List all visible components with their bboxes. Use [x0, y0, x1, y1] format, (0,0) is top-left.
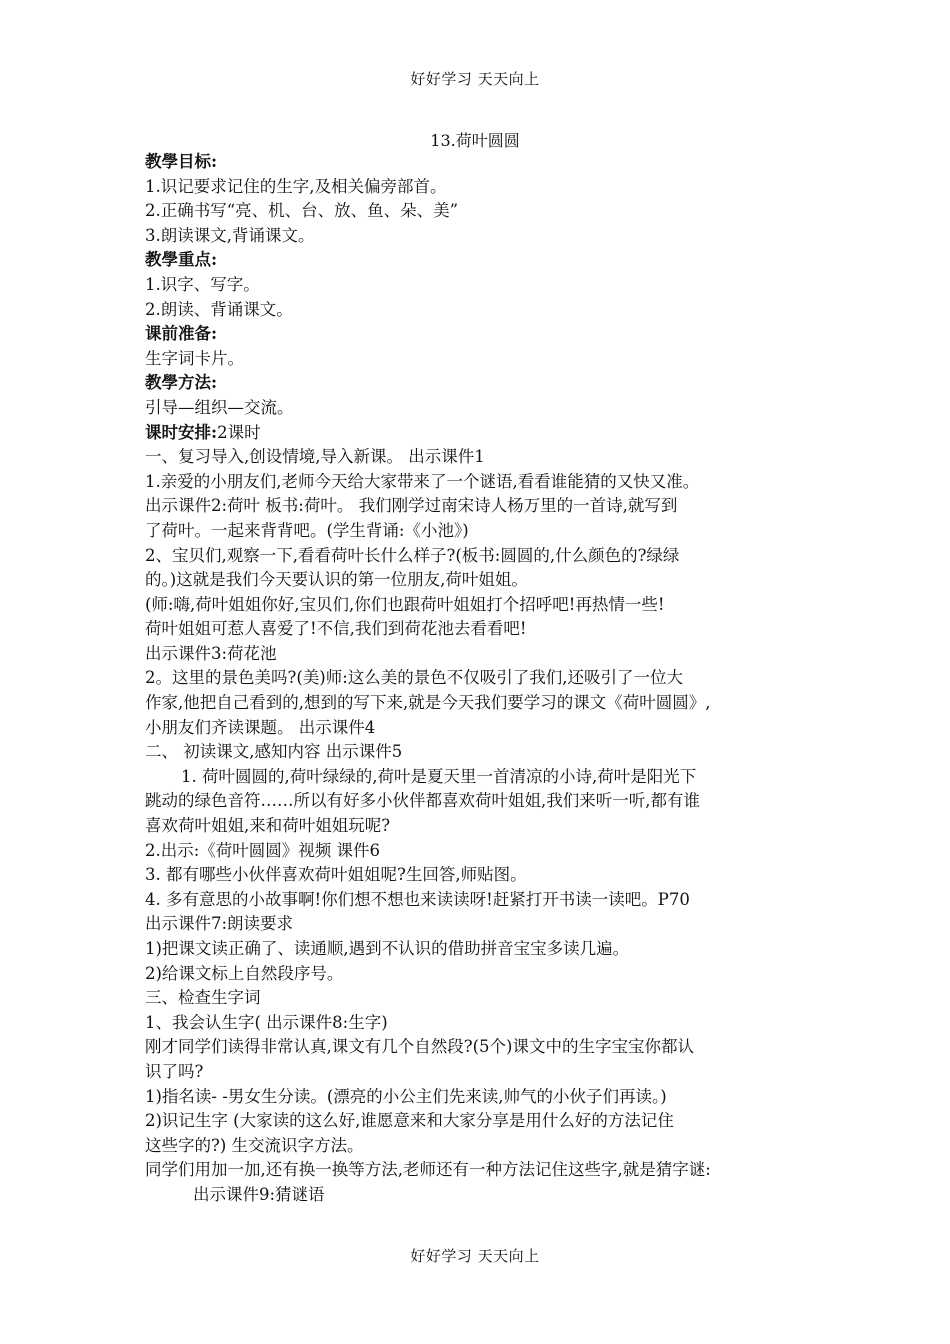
paragraph-line: 2。这里的景色美吗?(美)师:这么美的景色不仅吸引了我们,还吸引了一位大: [145, 668, 684, 688]
paragraph-line: 荷叶姐姐可惹人喜爱了!不信,我们到荷花池去看看吧!: [145, 619, 527, 639]
section-heading-label: 课时安排:: [145, 422, 218, 442]
section-heading: [145, 322, 815, 347]
paragraph-line: 2.正确书写“亮、机、台、放、鱼、朵、美”: [145, 201, 459, 221]
paragraph-line: 4. 多有意思的小故事啊!你们想不想也来读读呀!赶紧打开书读一读吧。P70: [145, 889, 690, 909]
paragraph-line: 喜欢荷叶姐姐,来和荷叶姐姐玩呢?: [145, 816, 391, 836]
paragraph-line: 一、复习导入,创设情境,导入新课。 出示课件1: [145, 447, 485, 467]
paragraph-line: 识了吗?: [145, 1061, 204, 1081]
section-heading: [145, 150, 815, 175]
section-heading: [145, 371, 815, 396]
page-header: 好好学习 天天向上: [410, 70, 540, 88]
paragraph-line: 同学们用加一加,还有换一换等方法,老师还有一种方法记住这些字,就是猜字谜:: [145, 1160, 711, 1180]
paragraph-line: 这些字的?) 生交流识字方法。: [145, 1135, 364, 1155]
paragraph-line: 1、我会认生字( 出示课件8:生字): [145, 1012, 388, 1032]
paragraph-line: 2、宝贝们,观察一下,看看荷叶长什么样子?(板书:圆圆的,什么颜色的?绿绿: [145, 545, 680, 565]
paragraph-line: 2.朗读、背诵课文。: [145, 299, 293, 319]
paragraph-line: 出示课件7:朗读要求: [145, 914, 294, 934]
paragraph-line: 刚才同学们读得非常认真,课文有几个自然段?(5个)课文中的生字宝宝你都认: [145, 1037, 694, 1057]
paragraph-line: 1)把课文读正确了、读通顺,遇到不认识的借助拼音宝宝多读几遍。: [145, 939, 630, 958]
paragraph-line: 了荷叶。一起来背背吧。(学生背诵:《小池》): [145, 520, 469, 540]
paragraph-line: 2)识记生字 (大家读的这么好,谁愿意来和大家分享是用什么好的方法记住: [145, 1111, 674, 1131]
section-heading-label: 课前准备:: [145, 324, 218, 344]
paragraph-line: 3. 都有哪些小伙伴喜欢荷叶姐姐呢?生回答,师贴图。: [145, 865, 527, 885]
document-title: 13.荷叶圆圆: [430, 131, 520, 150]
section-heading-label: 教學方法:: [145, 373, 218, 393]
paragraph-line: 出示课件9:猜谜语: [193, 1184, 325, 1204]
section-heading: [145, 248, 815, 273]
paragraph-line: 作家,他把自己看到的,想到的写下来,就是今天我们要学习的课文《荷叶圆圆》,: [145, 693, 711, 713]
paragraph-line: 3.朗读课文,背诵课文。: [145, 225, 315, 245]
paragraph-line: 出示课件2:荷叶 板书:荷叶。 我们刚学过南宋诗人杨万里的一首诗,就写到: [145, 496, 678, 516]
document-body: [145, 150, 815, 1208]
paragraph-line: 1)指名读- -男女生分读。(漂亮的小公主们先来读,帅气的小伙子们再读。): [145, 1086, 667, 1106]
section-heading-label: 教學目标:: [145, 152, 218, 171]
paragraph-line: 出示课件3:荷花池: [145, 643, 277, 663]
paragraph-line: 二、 初读课文,感知内容 出示课件5: [145, 742, 403, 762]
paragraph-line: 跳动的绿色音符……所以有好多小伙伴都喜欢荷叶姐姐,我们来听一听,都有谁: [145, 791, 700, 811]
paragraph-line: 1. 荷叶圆圆的,荷叶绿绿的,荷叶是夏天里一首清凉的小诗,荷叶是阳光下: [181, 766, 697, 786]
section-heading-value: 2课时: [217, 422, 261, 442]
paragraph-line: (师:嗨,荷叶姐姐你好,宝贝们,你们也跟荷叶姐姐打个招呼吧!再热情一些!: [145, 594, 665, 614]
paragraph-line: 引导—组织—交流。: [145, 397, 294, 417]
section-heading: [145, 421, 815, 446]
paragraph-line: 小朋友们齐读课题。 出示课件4: [145, 717, 376, 737]
paragraph-line: 的。)这就是我们今天要认识的第一位朋友,荷叶姐姐。: [145, 570, 528, 590]
paragraph-line: 2)给课文标上自然段序号。: [145, 963, 344, 983]
paragraph-line: 生字词卡片。: [145, 348, 244, 368]
paragraph-line: 2.出示:《荷叶圆圆》视频 课件6: [145, 840, 381, 860]
paragraph-line: 1.识记要求记住的生字,及相关偏旁部首。: [145, 176, 447, 196]
section-heading-label: 教學重点:: [145, 250, 218, 270]
paragraph-line: 1.识字、写字。: [145, 274, 260, 294]
paragraph-line: 三、检查生字词: [145, 988, 261, 1008]
page-footer: 好好学习 天天向上: [410, 1247, 540, 1265]
paragraph-line: 1.亲爱的小朋友们,老师今天给大家带来了一个谜语,看看谁能猜的又快又准。: [145, 471, 700, 491]
